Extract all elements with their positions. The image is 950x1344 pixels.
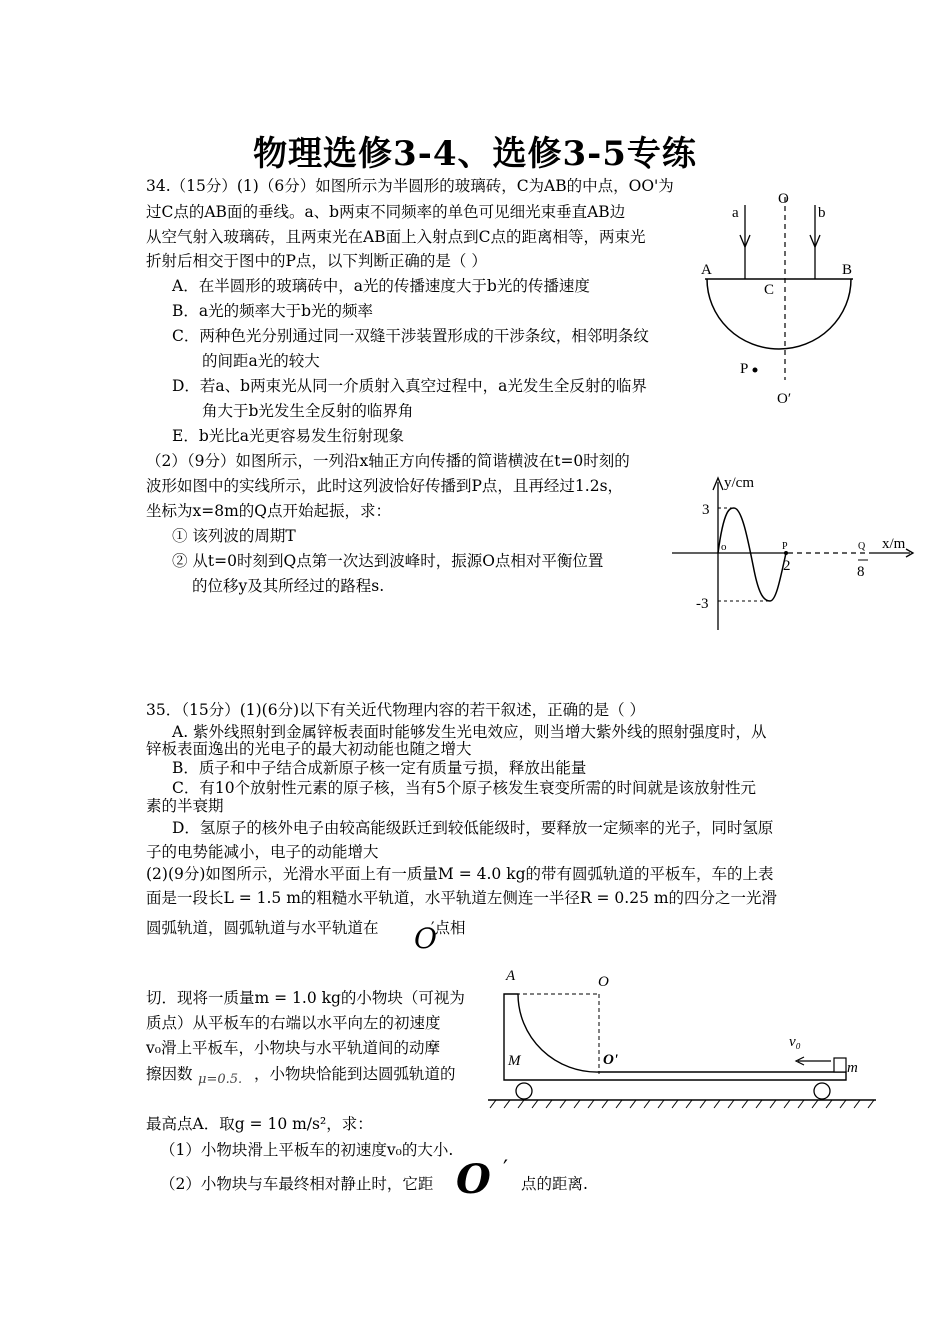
q34-part2-subq-2b: 的位移y及其所经过的路程s. — [192, 577, 385, 595]
label-o-prime: O' — [603, 1052, 618, 1068]
tick-x-2: 2 — [783, 558, 791, 574]
q35-part2-line-4: 切．现将一质量m = 1.0 kg的小物块（可视为 — [146, 989, 465, 1007]
ground-hatch — [490, 1100, 874, 1108]
q35-option-b: B．质子和中子结合成新原子核一定有质量亏损，释放出能量 — [172, 759, 587, 777]
label-m-cart: M — [508, 1053, 521, 1069]
label-o: O — [598, 974, 609, 990]
q34-option-c-line-1: C．两种色光分别通过同一双缝干涉装置形成的干涉条纹，相邻明条纹 — [172, 327, 649, 345]
q35-option-c-line-1: C．有10个放射性元素的原子核，当有5个原子核发生衰变所需的时间就是该放射性元 — [172, 779, 756, 797]
label-o: O — [778, 191, 789, 207]
q34-intro-line-2: 过C点的AB面的垂线。a、b两束不同频率的单色可见细光束垂直AB边 — [146, 203, 626, 221]
tick-x-8: 8 — [857, 564, 865, 580]
label-b-point: B — [842, 262, 853, 278]
q35-option-a-line-2: 锌板表面逸出的光电子的最大初动能也随之增大 — [146, 740, 472, 758]
page-title: 物理选修3-4、选修3-5专练 — [253, 134, 697, 174]
x-axis-label: x/m — [882, 536, 906, 552]
y-axis-label: y/cm — [724, 475, 754, 491]
tick-y-3: 3 — [702, 502, 710, 518]
q35-subq-1: （1）小物块滑上平板车的初速度v₀的大小. — [160, 1141, 454, 1159]
label-a-point: A — [701, 262, 712, 278]
wave-figure — [670, 470, 925, 635]
q34-part2-subq-2a: ② 从t=0时刻到Q点第一次达到波峰时，振源O点相对平衡位置 — [172, 552, 604, 570]
tick-y-neg3: -3 — [696, 596, 709, 612]
q35-option-c-line-2: 素的半衰期 — [146, 797, 224, 815]
q35-part2-line-3a: 圆弧轨道，圆弧轨道与水平轨道在 — [146, 919, 379, 937]
label-m-block: m — [847, 1060, 858, 1076]
label-p-point: P — [740, 361, 749, 377]
label-c-point: C — [764, 282, 775, 298]
label-ray-b: b — [818, 205, 826, 221]
q35-option-a-line-1: A. 紫外线照射到金属锌板表面时能够发生光电效应，则当增大紫外线的照射强度时，从 — [172, 723, 767, 741]
q35-option-d-line-1: D．氢原子的核外电子由较高能级跃迁到较低能级时，要释放一定频率的光子，同时氢原 — [172, 819, 774, 837]
q34-part2-line-1: （2）（9分）如图所示，一列沿x轴正方向传播的简谐横波在t=0时刻的 — [146, 452, 630, 470]
q35-part2-line-7a: 擦因数 — [146, 1065, 193, 1083]
wheel-right — [814, 1083, 830, 1099]
label-v0: v₀ — [789, 1034, 801, 1050]
q34-part2-line-2: 波形如图中的实线所示，此时这列波恰好传播到P点，且再经过1.2s， — [146, 477, 624, 495]
origin-label: o — [721, 541, 727, 553]
q34-option-c-line-2: 的间距a光的较大 — [202, 352, 320, 370]
q34-intro-line-1: 34.（15分）(1)（6分）如图所示为半圆形的玻璃砖，C为AB的中点，OO'为 — [146, 177, 674, 195]
label-o-prime: O′ — [777, 391, 792, 407]
q35-option-d-line-2: 子的电势能减小，电子的动能增大 — [146, 843, 379, 861]
o-symbol-large: O — [456, 1156, 491, 1203]
q34-part2-line-3: 坐标为x=8m的Q点开始起振，求： — [146, 502, 391, 520]
q35-part2-line-5: 质点）从平板车的右端以水平向左的初速度 — [146, 1014, 441, 1032]
glass-brick-figure — [695, 185, 870, 415]
q35-part2-line-1: (2)(9分)如图所示，光滑水平面上有一质量M = 4.0 kg的带有圆弧轨道的平板车，车的上表 — [146, 865, 774, 883]
q34-intro-line-4: 折射后相交于图中的P点，以下判断正确的是（ ） — [146, 252, 487, 270]
block-m — [834, 1058, 846, 1072]
cart-figure — [486, 962, 878, 1110]
q34-option-b: B．a光的频率大于b光的频率 — [172, 302, 374, 320]
q34-option-e: E．b光比a光更容易发生衍射现象 — [172, 427, 404, 445]
label-a: A — [506, 968, 516, 984]
label-p: P — [782, 541, 788, 552]
q34-option-a: A．在半圆形的玻璃砖中，a光的传播速度大于b光的传播速度 — [172, 277, 590, 295]
wave-curve — [718, 508, 786, 601]
q35-part2-line-7b: ，小物块恰能到达圆弧轨道的 — [254, 1065, 456, 1083]
q35-subq-2b: 点的距离. — [521, 1175, 588, 1193]
q35-part2-line-3b: ′点相 — [431, 919, 466, 937]
q34-option-d-line-1: D．若a、b两束光从同一介质射入真空过程中，a光发生全反射的临界 — [172, 377, 647, 395]
mu-value: μ=0.5. — [198, 1072, 243, 1087]
point-p — [753, 368, 758, 373]
label-ray-a: a — [732, 205, 739, 221]
q35-part2-line-6: v₀滑上平板车，小物块与水平轨道间的动摩 — [146, 1039, 440, 1057]
q34-option-d-line-2: 角大于b光发生全反射的临界角 — [202, 402, 414, 420]
semicircle-arc — [707, 279, 851, 349]
q35-part2-line-2: 面是一段长L = 1.5 m的粗糙水平轨道，水平轨道左侧连一半径R = 0.25 m的四分之一光滑 — [146, 889, 778, 907]
wheel-left — [516, 1083, 532, 1099]
q34-part2-subq-1: ① 该列波的周期T — [172, 527, 296, 545]
q35-subq-2a: （2）小物块与车最终相对静止时，它距 — [160, 1175, 434, 1193]
q35-part2-line-8: 最高点A．取g = 10 m/s²，求： — [146, 1115, 373, 1133]
q34-intro-line-3: 从空气射入玻璃砖，且两束光在AB面上入射点到C点的距离相等，两束光 — [146, 228, 646, 246]
label-q: Q — [858, 541, 866, 552]
o-symbol-inline: O — [414, 922, 437, 955]
q35-intro: 35．（15分）(1)(6分)以下有关近代物理内容的若干叙述，正确的是（ ） — [146, 701, 646, 719]
prime-mark: ′ — [503, 1157, 508, 1182]
